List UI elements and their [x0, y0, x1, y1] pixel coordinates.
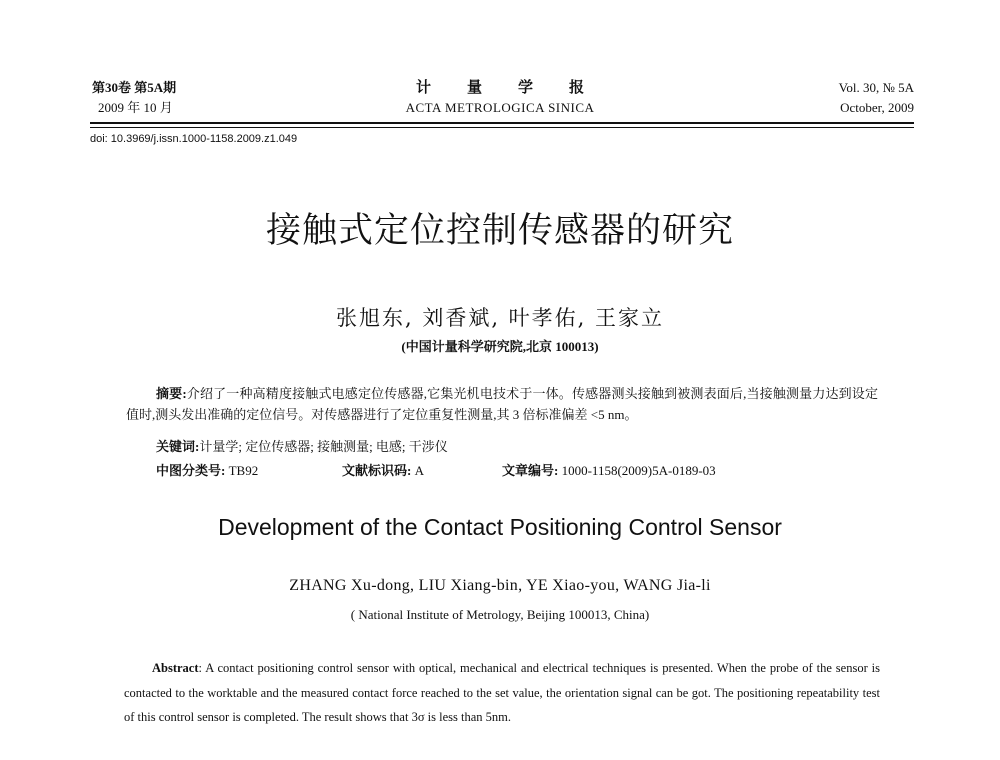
doc-code-label: 文献标识码: — [342, 463, 412, 478]
doc-code-value: A — [414, 463, 424, 478]
header-rule-thick — [90, 122, 914, 124]
date-en: October, 2009 — [840, 100, 914, 115]
header-center — [380, 78, 620, 118]
classification-row — [156, 460, 876, 479]
abstract-en-text: : A contact positioning control sensor with optical, mechanical and electrical techniques is presented. When the probe of the sensor is contacted to the worktable and the measured contact force reached to the set value, the orientation signal can be got. The positioning repeatability test of this control sensor is completed. The result shows that 3σ is less than 5nm. — [124, 661, 880, 724]
article-number — [502, 460, 716, 479]
title-cn: 接触式定位控制传感器的研究 — [265, 211, 734, 251]
article-label: 文章编号: — [502, 463, 559, 478]
journal-name-cn: 计量学报 — [415, 80, 620, 96]
abstract-cn-text: 介绍了一种高精度接触式电感定位传感器,它集光机电技术于一体。传感器测头接触到被测表面后,当接触测量力达到设定值时,测头发出准确的定位信号。对传感器进行了定位重复性测量,其 3 倍标准偏差 <5 nm。 — [126, 386, 878, 422]
article-value: 1000-1158(2009)5A-0189-03 — [561, 463, 716, 478]
header-right — [839, 78, 914, 118]
journal-name-en: ACTA METROLOGICA SINICA — [405, 100, 595, 115]
abstract-cn-label: 摘要: — [156, 386, 187, 401]
clc-value: TB92 — [228, 463, 259, 478]
clc-label: 中图分类号: — [156, 463, 226, 478]
abstract-en-label: Abstract — [152, 661, 199, 675]
doc-code — [342, 460, 502, 479]
authors-en: ZHANG Xu-dong, LIU Xiang-bin, YE Xiao-you, WANG Jia-li — [289, 577, 711, 594]
volume-issue-cn: 第30卷 第5A期 — [92, 80, 177, 95]
abstract-en — [124, 656, 880, 730]
header-rule-thin — [90, 127, 914, 128]
header-left — [92, 78, 176, 118]
authors-cn: 张旭东, 刘香斌, 叶孝佑, 王家立 — [335, 306, 665, 330]
doi: doi: 10.3969/j.issn.1000-1158.2009.z1.049 — [90, 133, 298, 145]
affiliation-cn: (中国计量科学研究院,北京 100013) — [401, 339, 599, 354]
abstract-cn — [126, 383, 878, 425]
volume-issue-en: Vol. 30, № 5A — [838, 80, 914, 95]
clc-number — [156, 460, 342, 479]
keywords-cn-text: 计量学; 定位传感器; 接触测量; 电感; 干涉仪 — [199, 439, 448, 454]
title-en: Development of the Contact Positioning Control Sensor — [218, 514, 782, 540]
keywords-cn-label: 关键词: — [156, 439, 200, 454]
affiliation-en: ( National Institute of Metrology, Beijing 100013, China) — [350, 607, 650, 622]
keywords-cn — [156, 436, 448, 455]
date-cn: 2009 年 10 月 — [98, 100, 173, 115]
